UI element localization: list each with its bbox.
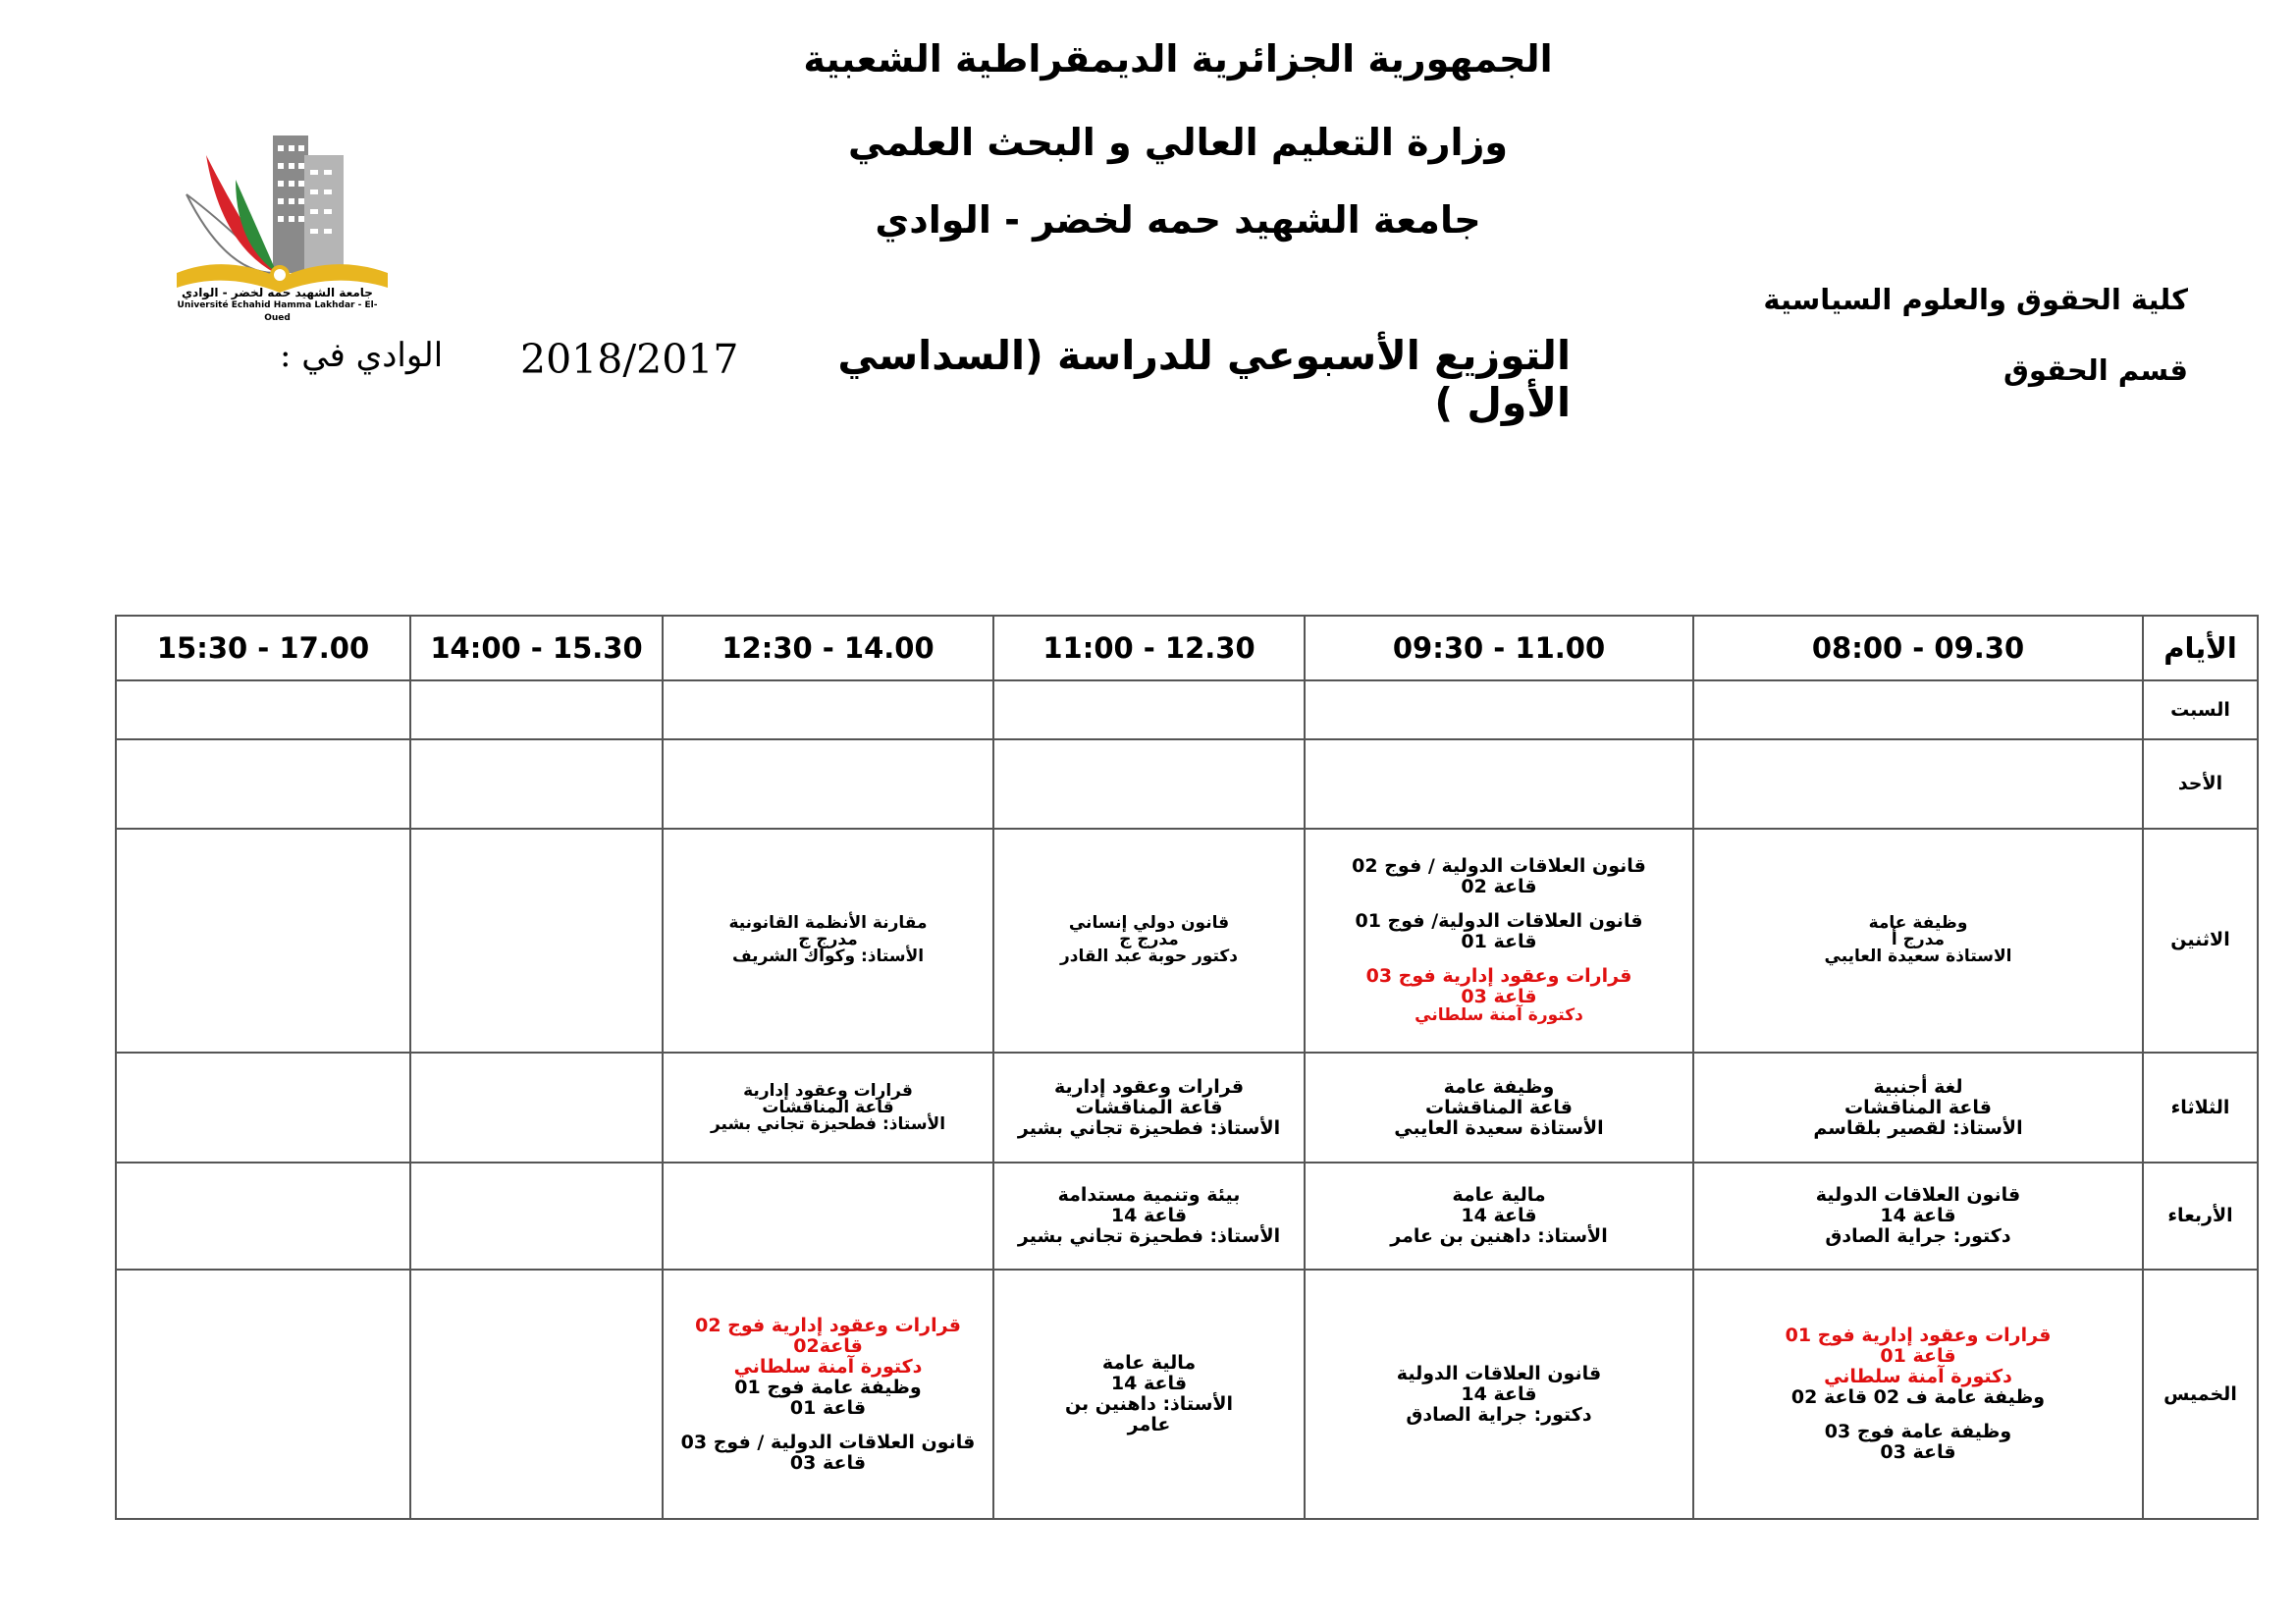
day-row: [116, 1270, 2258, 1519]
header-row: [116, 616, 2258, 680]
schedule-cell: [1305, 1270, 1693, 1519]
course-line: قرارات وعقود إدارية فوج 02: [695, 1314, 961, 1336]
schedule-cell: [663, 680, 993, 739]
course-line: مالية عامة: [1452, 1184, 1546, 1207]
day-row: [116, 829, 2258, 1053]
day-row: [116, 1163, 2258, 1270]
days-column-header: الأيام: [2143, 616, 2258, 680]
day-label: الثلاثاء: [2143, 1053, 2258, 1164]
logo-caption-french: Université Echahid Hamma Lakhdar - El-Oued: [177, 300, 378, 323]
course-line: الأستاذ: فطحيزة تجاني بشير: [1017, 1116, 1281, 1139]
schedule-cell: [116, 829, 410, 1053]
course-line: قاعة 14: [1461, 1382, 1537, 1405]
schedule-cell: [993, 1163, 1305, 1270]
course-line: قاعة02: [793, 1334, 863, 1357]
schedule-cell: [1693, 1053, 2143, 1164]
course-line: دكتورة آمنة سلطاني: [733, 1355, 923, 1378]
course-line: وظيفة عامة فوج 01: [734, 1376, 922, 1398]
schedule-cell: [663, 1270, 993, 1519]
course-line: قاعة 01: [1880, 1345, 1956, 1368]
course-line: مدرج ج: [798, 930, 858, 950]
course-line: قاعة المناقشات: [1844, 1096, 1992, 1118]
course-line: وظيفة عامة ف 02 قاعة 02: [1790, 1386, 2046, 1409]
university-logo-icon: [167, 126, 393, 312]
schedule-cell: [663, 829, 993, 1053]
time-slot-header: 09.30 - 08:00: [1693, 616, 2143, 680]
course-line: دكتورة آمنة سلطاني: [1415, 1005, 1583, 1026]
schedule-cell: [1693, 1270, 2143, 1519]
course-line: الأستاذ: داهنين بن: [1064, 1393, 1234, 1416]
schedule-cell: [993, 739, 1305, 829]
course-line: قاعة 03: [1880, 1441, 1956, 1464]
course-line: قاعة 01: [789, 1396, 867, 1419]
line-gap: [1311, 952, 1686, 966]
logo-caption-arabic: جامعة الشهيد حمه لخضر - الوادي: [182, 286, 373, 299]
line-gap: [669, 1419, 987, 1433]
day-label: الاثنين: [2143, 829, 2258, 1053]
faculty-label: كلية الحقوق والعلوم السياسية: [1763, 283, 2188, 316]
course-line: الأستاذ: داهنين بن عامر: [1390, 1225, 1608, 1248]
course-line: الأستاذ: لقصير بلقاسم: [1813, 1116, 2023, 1139]
day-row: [116, 680, 2258, 739]
course-line: مدرج أ: [1891, 930, 1946, 950]
course-line: قاعة 14: [1110, 1205, 1188, 1227]
schedule-cell: [410, 1163, 663, 1270]
ministry-title: وزارة التعليم العالي و البحث العلمي: [848, 121, 1508, 164]
day-row: [116, 1053, 2258, 1164]
day-label: الأربعاء: [2143, 1163, 2258, 1270]
course-line: الاستاذة سعيدة العايبي: [1824, 947, 2012, 967]
course-line: قاعة المناقشات: [762, 1097, 894, 1117]
course-line: قاعة المناقشات: [1075, 1096, 1223, 1118]
line-gap: [1311, 897, 1686, 911]
course-line: وظيفة عامة: [1868, 913, 1968, 934]
course-line: قانون العلاقات الدولية / فوج 02: [1352, 855, 1646, 878]
schedule-cell: [116, 1270, 410, 1519]
logo-caption: [167, 287, 388, 325]
day-label: الخميس: [2143, 1270, 2258, 1519]
schedule-cell: [1693, 829, 2143, 1053]
day-row: [116, 739, 2258, 829]
schedule-cell: [1693, 680, 2143, 739]
schedule-cell: [993, 1270, 1305, 1519]
course-line: قانون العلاقات الدولية: [1396, 1362, 1602, 1384]
course-line: قاعة 14: [1880, 1205, 1956, 1227]
course-line: دكتور: جراية الصادق: [1406, 1403, 1592, 1426]
course-line: قاعة 03: [1461, 986, 1537, 1008]
schedule-cell: [993, 829, 1305, 1053]
schedule-cell: [116, 680, 410, 739]
schedule-title: التوزيع الأسبوعي للدراسة (السداسي الأول ): [837, 332, 1571, 426]
schedule-cell: [116, 739, 410, 829]
course-line: دكتور: جراية الصادق: [1825, 1225, 2011, 1248]
schedule-cell: [1305, 1053, 1693, 1164]
place-date: الوادي في :: [280, 336, 444, 375]
schedule-cell: [663, 1053, 993, 1164]
course-line: عامر: [1127, 1414, 1171, 1436]
day-label: الأحد: [2143, 739, 2258, 829]
schedule-cell: [663, 1163, 993, 1270]
course-line: مدرج ج: [1119, 930, 1179, 950]
course-line: مقارنة الأنظمة القانونية: [728, 913, 928, 934]
course-line: قانون دولي إنساني: [1068, 913, 1230, 934]
course-line: قاعة 03: [789, 1451, 867, 1474]
course-line: قانون العلاقات الدولية/ فوج 01: [1355, 910, 1643, 933]
schedule-cell: [410, 829, 663, 1053]
schedule-cell: [410, 739, 663, 829]
time-slot-header: 17.00 - 15:30: [116, 616, 410, 680]
republic-title: الجمهورية الجزائرية الديمقراطية الشعبية: [803, 37, 1553, 81]
course-line: قرارات وعقود إدارية: [1053, 1075, 1245, 1098]
course-line: قاعة 14: [1110, 1373, 1188, 1395]
course-line: قرارات وعقود إدارية فوج 03: [1365, 965, 1632, 988]
schedule-cell: [993, 680, 1305, 739]
schedule-cell: [410, 1270, 663, 1519]
day-label: السبت: [2143, 680, 2258, 739]
course-line: بيئة وتنمية مستدامة: [1057, 1184, 1241, 1207]
course-line: قاعة 01: [1461, 931, 1537, 953]
course-line: قاعة 14: [1461, 1205, 1537, 1227]
schedule-cell: [1693, 1163, 2143, 1270]
schedule-cell: [1693, 739, 2143, 829]
weekly-schedule-table: [115, 615, 2259, 1520]
department-label: قسم الحقوق: [2002, 353, 2188, 387]
course-line: لغة أجنبية: [1873, 1075, 1963, 1098]
course-line: قرارات وعقود إدارية فوج 01: [1785, 1325, 2052, 1347]
schedule-cell: [1305, 1163, 1693, 1270]
course-line: قانون العلاقات الدولية / فوج 03: [680, 1431, 976, 1453]
schedule-cell: [410, 1053, 663, 1164]
course-line: قاعة المناقشات: [1425, 1096, 1573, 1118]
time-slot-header: 15.30 - 14:00: [410, 616, 663, 680]
course-line: قرارات وعقود إدارية: [743, 1080, 913, 1101]
course-line: دكتورة آمنة سلطاني: [1824, 1366, 2012, 1388]
academic-year: 2018/2017: [520, 336, 739, 383]
course-line: مالية عامة: [1101, 1352, 1197, 1375]
course-line: الأستاذ: فطحيزة تجاني بشير: [710, 1113, 946, 1134]
schedule-cell: [1305, 680, 1693, 739]
course-line: وظيفة عامة فوج 03: [1824, 1421, 2012, 1443]
line-gap: [1700, 1408, 2136, 1422]
time-slot-header: 11.00 - 09:30: [1305, 616, 1693, 680]
schedule-cell: [1305, 829, 1693, 1053]
course-line: الأستاذ: فطحيزة تجاني بشير: [1017, 1225, 1281, 1248]
course-line: دكتور حوبة عبد القادر: [1059, 947, 1239, 967]
course-line: قانون العلاقات الدولية: [1815, 1184, 2021, 1207]
course-line: وظيفة عامة: [1443, 1075, 1555, 1098]
time-slot-header: 12.30 - 11:00: [993, 616, 1305, 680]
course-line: الأستاذ: وكواك الشريف: [731, 947, 925, 967]
schedule-cell: [1305, 739, 1693, 829]
course-line: الأستاذة سعيدة العايبي: [1394, 1116, 1604, 1139]
schedule-cell: [663, 739, 993, 829]
schedule-cell: [993, 1053, 1305, 1164]
schedule-cell: [116, 1163, 410, 1270]
time-slot-header: 14.00 - 12:30: [663, 616, 993, 680]
schedule-cell: [116, 1053, 410, 1164]
university-title: جامعة الشهيد حمه لخضر - الوادي: [875, 198, 1481, 242]
schedule-cell: [410, 680, 663, 739]
course-line: قاعة 02: [1461, 876, 1537, 898]
